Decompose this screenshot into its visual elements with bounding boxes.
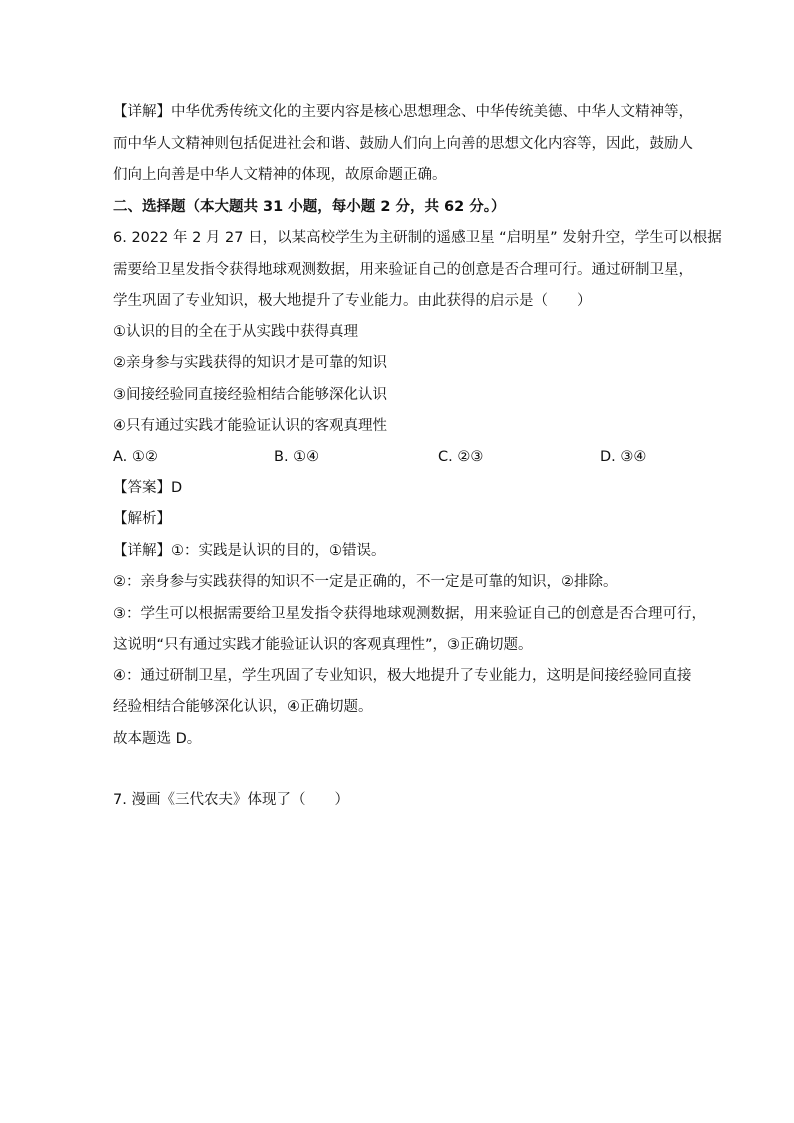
q6-analysis-heading: 【解析】 (113, 511, 171, 527)
q6-conclusion: 故本题选 D。 (113, 731, 202, 747)
section-heading: 二、选择题（本大题共 31 小题，每小题 2 分，共 62 分。） (113, 199, 506, 215)
q6-option-d: D. ③④ (600, 449, 647, 465)
q6-stem-line-2: 需要给卫星发指令获得地球观测数据，用来验证自己的创意是否合理可行。通过研制卫星， (113, 262, 693, 278)
q6-detail-3a: ③：学生可以根据需要给卫星发指令获得地球观测数据，用来验证自己的创意是否合理可行， (113, 606, 706, 622)
q7-stem: 7. 漫画《三代农夫》体现了（ ） (113, 792, 349, 808)
q6-statement-2: ②亲身参与实践获得的知识才是可靠的知识 (113, 355, 387, 371)
q6-option-b: B. ①④ (274, 449, 320, 465)
q6-detail-4b: 经验相结合能够深化认识，④正确切题。 (113, 699, 373, 715)
q6-detail-4a: ④：通过研制卫星，学生巩固了专业知识，极大地提升了专业能力，这明是间接经验同直接 (113, 668, 692, 684)
q6-answer: 【答案】D (113, 480, 183, 496)
q6-statement-3: ③间接经验同直接经验相结合能够深化认识 (113, 387, 387, 403)
q6-stem-line-1: 6. 2022 年 2 月 27 日，以某高校学生为主研制的遥感卫星 “启明星” 发射升空，学生可以根据 (113, 230, 722, 246)
q6-statement-4: ④只有通过实践才能验证认识的客观真理性 (113, 418, 387, 434)
intro-line-1: 【详解】中华优秀传统文化的主要内容是核心思想理念、中华传统美德、中华人文精神等， (113, 104, 693, 120)
q6-detail-2: ②：亲身参与实践获得的知识不一定是正确的，不一定是可靠的知识，②排除。 (113, 574, 618, 590)
q6-option-a: A. ①② (113, 449, 158, 465)
intro-line-2: 而中华人文精神则包括促进社会和谐、鼓励人们向上向善的思想文化内容等，因此，鼓励人 (113, 136, 693, 152)
q6-detail-3b: 这说明“只有通过实践才能验证认识的客观真理性”，③正确切题。 (113, 637, 533, 653)
q6-option-c: C. ②③ (438, 449, 484, 465)
q6-statement-1: ①认识的目的全在于从实践中获得真理 (113, 324, 358, 340)
q6-stem-line-3: 学生巩固了专业知识，极大地提升了专业能力。由此获得的启示是（ ） (113, 293, 592, 309)
intro-line-3: 们向上向善是中华人文精神的体现，故原命题正确。 (113, 167, 447, 183)
q6-detail-1: 【详解】①：实践是认识的目的，①错误。 (113, 543, 386, 559)
